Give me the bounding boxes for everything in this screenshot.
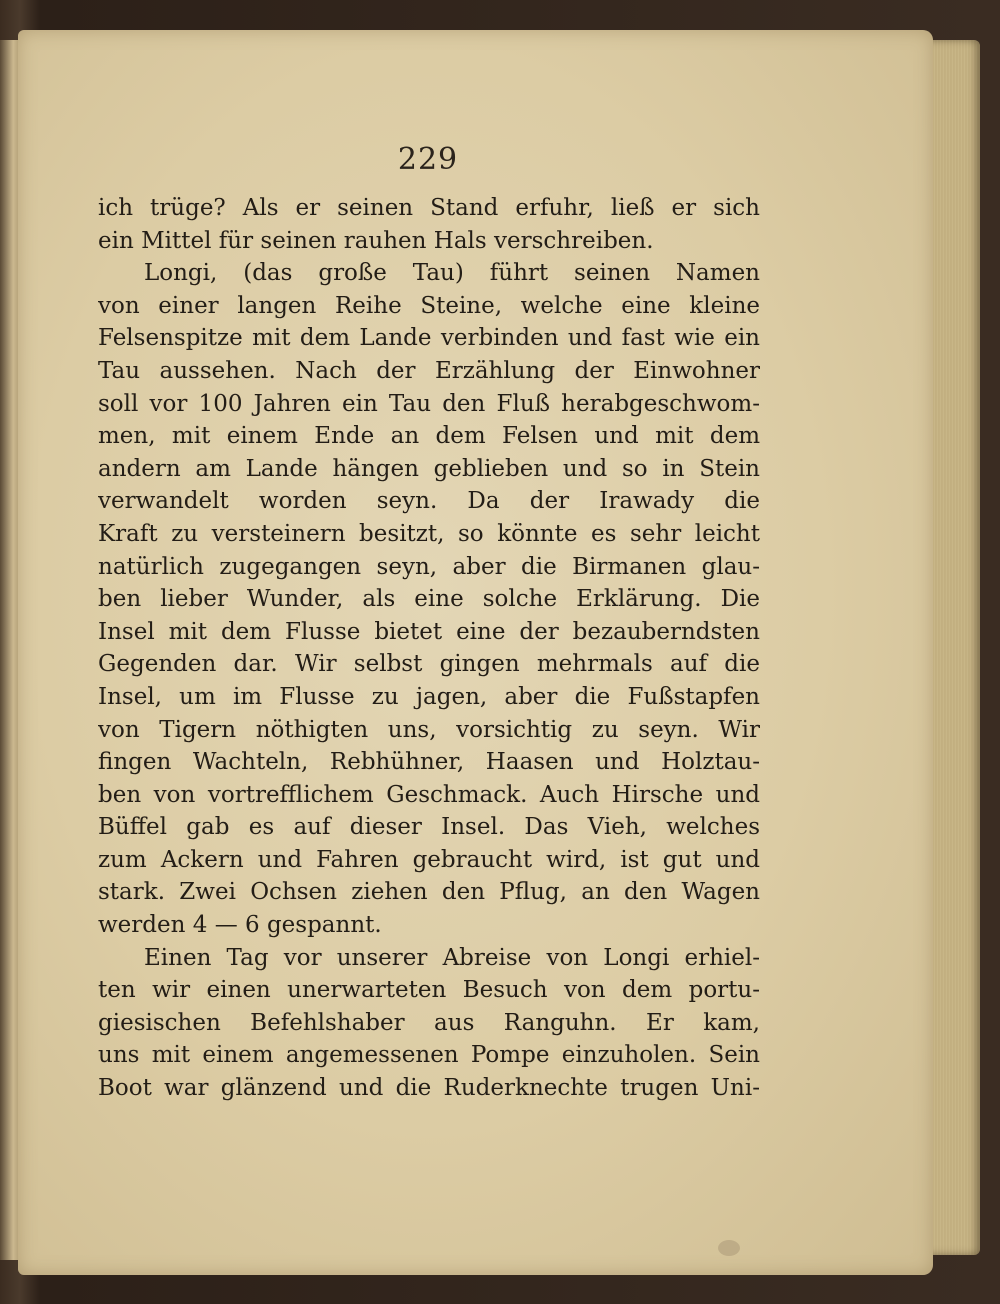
text-line: Tau aussehen. Nach der Erzählung der Einwohner	[98, 357, 760, 384]
text-line: von einer langen Reihe Steine, welche eine kleine	[98, 292, 760, 319]
text-line: Insel mit dem Flusse bietet eine der bezauberndsten	[98, 618, 760, 645]
text-line: Boot war glänzend und die Ruderknechte trugen Uni-	[98, 1075, 760, 1102]
text-line: natürlich zugegangen seyn, aber die Birmanen glau-	[98, 553, 760, 580]
text-line: soll vor 100 Jahren ein Tau den Fluß herabgeschwom-	[98, 390, 760, 417]
text-line: uns mit einem angemessenen Pompe einzuholen. Sein	[98, 1042, 760, 1069]
text-line: giesischen Befehlshaber aus Ranguhn. Er kam,	[98, 1009, 760, 1036]
text-line: fingen Wachteln, Rebhühner, Haasen und Holztau-	[98, 749, 760, 776]
text-line: zum Ackern und Fahren gebraucht wird, ist gut und	[98, 846, 760, 873]
text-line: Gegenden dar. Wir selbst gingen mehrmals auf die	[98, 651, 760, 678]
text-line: Büffel gab es auf dieser Insel. Das Vieh, welches	[98, 814, 760, 841]
page-number: 229	[397, 142, 459, 177]
text-line: Kraft zu versteinern besitzt, so könnte es sehr leicht	[98, 520, 760, 547]
text-line: Einen Tag vor unserer Abreise von Longi erhiel-	[144, 944, 760, 971]
text-line: Longi, (das große Tau) führt seinen Namen	[144, 260, 760, 287]
text-line: ich trüge? Als er seinen Stand erfuhr, ließ er sich	[98, 195, 760, 221]
paper-stain	[718, 1240, 740, 1256]
text-line: ten wir einen unerwarteten Besuch von dem portu-	[98, 977, 760, 1004]
body-text	[98, 192, 760, 1105]
text-line: werden 4 — 6 gespannt.	[98, 912, 382, 939]
text-line: andern am Lande hängen geblieben und so in Stein	[98, 455, 760, 482]
text-line: verwandelt worden seyn. Da der Irawady die	[98, 488, 760, 515]
text-line: men, mit einem Ende an dem Felsen und mit dem	[98, 423, 760, 450]
text-line: ben von vortrefflichem Geschmack. Auch Hirsche und	[98, 781, 760, 808]
text-line: stark. Zwei Ochsen ziehen den Pflug, an den Wagen	[98, 879, 760, 906]
text-line: ein Mittel für seinen rauhen Hals verschreiben.	[98, 227, 654, 254]
book-page	[18, 30, 933, 1275]
text-line: Felsenspitze mit dem Lande verbinden und fast wie ein	[98, 325, 760, 352]
text-line: Insel, um im Flusse zu jagen, aber die Fußstapfen	[98, 683, 760, 710]
text-line: von Tigern nöthigten uns, vorsichtig zu seyn. Wir	[98, 716, 760, 743]
text-line: ben lieber Wunder, als eine solche Erklärung. Die	[98, 586, 760, 613]
